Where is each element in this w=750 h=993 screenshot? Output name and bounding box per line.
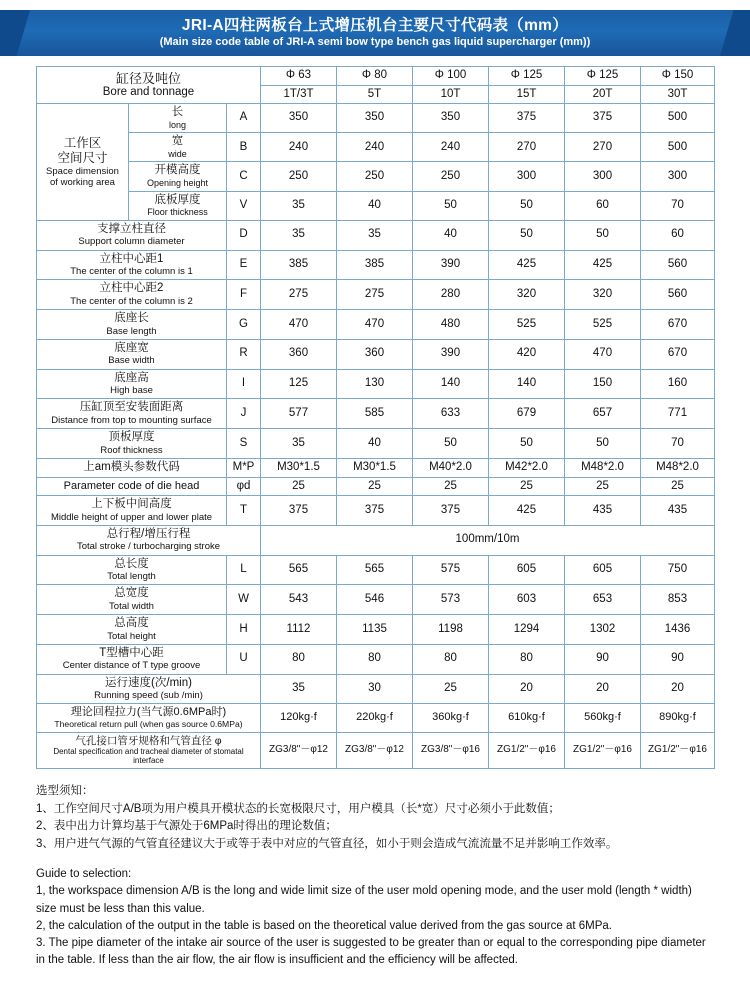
row-label-cn-7: 底座长 [114,312,149,325]
row-label-10 [37,399,227,429]
row-label-cn-5: 立柱中心距1 [99,252,164,265]
cell-14-4: 435 [565,496,641,526]
cell-21-5: 890kg·f [641,704,715,732]
notes-chinese [36,783,714,854]
cell-5-4: 425 [565,250,641,280]
table-row [37,429,715,459]
cell-1-5: 500 [641,133,715,162]
cell-10-0: 577 [261,399,337,429]
cell-4-4: 50 [565,220,641,250]
header-tonnage-0: 1T/3T [261,85,337,104]
row-code-9: I [227,369,261,399]
row-label-cn-11: 顶板厚度 [108,431,155,444]
row-label-cn-4: 支撑立柱直径 [97,222,166,235]
header-bore-label-en: Bore and tonnage [102,85,195,98]
cell-12-3: M42*2.0 [489,458,565,477]
row-label-13 [37,477,227,496]
cell-19-0: 80 [261,644,337,674]
table-row [37,477,715,496]
row-label-en-10: Distance from top to mounting surface [51,414,212,426]
table-row [37,458,715,477]
cell-20-1: 30 [337,674,413,704]
cell-2-1: 250 [337,162,413,191]
cell-22-0: ZG3/8"－φ12 [261,732,337,768]
cell-10-3: 679 [489,399,565,429]
row-label-en-2: Opening height [146,178,209,189]
cell-14-0: 375 [261,496,337,526]
cell-21-2: 360kg·f [413,704,489,732]
table-row [37,496,715,526]
cell-11-4: 50 [565,429,641,459]
cell-4-1: 35 [337,220,413,250]
header-bore-5: Φ 150 [641,67,715,86]
table-row-header-bore [37,67,715,86]
cell-20-3: 20 [489,674,565,704]
cell-10-4: 657 [565,399,641,429]
cell-9-5: 160 [641,369,715,399]
row-label-cn-20: 运行速度(次/min) [105,676,192,689]
cell-0-5: 500 [641,104,715,133]
notes-en-item-2: 2, the calculation of the output in the table is based on the theoretical value derived from the gas source at 6MPa. [36,919,612,932]
row-label-en-15: Total stroke / turbocharging stroke [76,541,221,553]
group-working-area-en1: Space dimension [46,165,119,177]
row-label-en-22: Dental specification and tracheal diameter of stomatal interface [53,746,244,766]
row-label-en-9: High base [110,385,153,397]
notes-cn-title: 选型须知： [36,784,94,797]
cell-8-2: 390 [413,339,489,369]
row-label-16 [37,555,227,585]
cell-18-0: 1112 [261,615,337,645]
cell-14-3: 425 [489,496,565,526]
cell-4-2: 40 [413,220,489,250]
cell-5-5: 560 [641,250,715,280]
cell-14-2: 375 [413,496,489,526]
row-label-en-13: Parameter code of die head [63,479,200,492]
header-bore-2: Φ 100 [413,67,489,86]
table-row [37,162,715,191]
cell-11-1: 40 [337,429,413,459]
row-label-cn-8: 底座宽 [114,341,149,354]
cell-3-1: 40 [337,191,413,220]
cell-21-4: 560kg·f [565,704,641,732]
cell-18-3: 1294 [489,615,565,645]
cell-6-4: 320 [565,280,641,310]
cell-3-4: 60 [565,191,641,220]
cell-0-3: 375 [489,104,565,133]
cell-0-1: 350 [337,104,413,133]
notes-english [36,866,714,970]
cell-1-2: 240 [413,133,489,162]
row-label-en-7: Base length [106,325,157,337]
row-code-13: φd [227,477,261,496]
cell-6-3: 320 [489,280,565,310]
cell-8-3: 420 [489,339,565,369]
cell-7-1: 470 [337,310,413,340]
row-label-7 [37,310,227,340]
cell-12-1: M30*1.5 [337,458,413,477]
header-tonnage-1: 5T [337,85,413,104]
row-label-1 [129,133,227,162]
header-bore-label [37,67,261,104]
cell-18-1: 1135 [337,615,413,645]
cell-8-1: 360 [337,339,413,369]
cell-22-2: ZG3/8"－φ16 [413,732,489,768]
cell-6-5: 560 [641,280,715,310]
cell-8-0: 360 [261,339,337,369]
row-label-cn-22: 气孔接口管牙规格和气管直径 φ [75,734,222,747]
cell-5-0: 385 [261,250,337,280]
row-label-en-8: Base width [108,355,155,367]
row-label-cn-1: 宽 [171,135,184,148]
row-code-6: F [227,280,261,310]
cell-6-0: 275 [261,280,337,310]
cell-19-5: 90 [641,644,715,674]
cell-15-span: 100mm/10m [261,525,715,555]
cell-3-2: 50 [413,191,489,220]
table-row [37,133,715,162]
cell-17-3: 603 [489,585,565,615]
row-code-19: U [227,644,261,674]
header-bore-0: Φ 63 [261,67,337,86]
table-row [37,555,715,585]
row-code-11: S [227,429,261,459]
notes-en-item-1: 1, the workspace dimension A/B is the long and wide limit size of the user mold opening mode, and the user mold (length * width) size must be less than this value. [36,885,692,915]
notes-en-item-3: 3. The pipe diameter of the intake air source of the user is suggested to be greater than or equal to the corresponding pipe diameter in the table. If less than the air flow, the air flow is insufficient and the efficiency will be affected. [36,937,706,967]
cell-20-4: 20 [565,674,641,704]
cell-16-2: 575 [413,555,489,585]
cell-8-4: 470 [565,339,641,369]
row-label-9 [37,369,227,399]
row-code-8: R [227,339,261,369]
cell-9-0: 125 [261,369,337,399]
row-label-12 [37,458,227,477]
cell-19-1: 80 [337,644,413,674]
cell-0-4: 375 [565,104,641,133]
document-page [0,10,750,993]
notes-en-title: Guide to selection: [36,868,132,881]
table-row [37,310,715,340]
row-label-cn-3: 底板厚度 [154,193,201,206]
group-working-area-cn1: 工作区 [63,136,102,151]
cell-17-0: 543 [261,585,337,615]
cell-21-3: 610kg·f [489,704,565,732]
cell-17-2: 573 [413,585,489,615]
cell-3-5: 70 [641,191,715,220]
row-label-22 [37,732,261,768]
cell-21-0: 120kg·f [261,704,337,732]
cell-7-3: 525 [489,310,565,340]
row-code-1: B [227,133,261,162]
row-label-en-20: Running speed (sub /min) [94,690,203,702]
cell-13-4: 25 [565,477,641,496]
cell-9-1: 130 [337,369,413,399]
cell-7-0: 470 [261,310,337,340]
cell-10-5: 771 [641,399,715,429]
row-code-14: T [227,496,261,526]
cell-16-1: 565 [337,555,413,585]
row-label-5 [37,250,227,280]
header-tonnage-4: 20T [565,85,641,104]
cell-4-3: 50 [489,220,565,250]
cell-0-2: 350 [413,104,489,133]
cell-2-3: 300 [489,162,565,191]
table-row [37,525,715,555]
cell-18-4: 1302 [565,615,641,645]
row-label-21 [37,704,261,732]
table-row [37,369,715,399]
cell-7-5: 670 [641,310,715,340]
group-working-area-en2: of working area [50,176,115,188]
header-bore-3: Φ 125 [489,67,565,86]
row-label-8 [37,339,227,369]
cell-17-1: 546 [337,585,413,615]
cell-19-2: 80 [413,644,489,674]
cell-9-4: 150 [565,369,641,399]
table-row [37,674,715,704]
cell-2-0: 250 [261,162,337,191]
cell-10-1: 585 [337,399,413,429]
table-row [37,280,715,310]
cell-17-4: 653 [565,585,641,615]
header-tonnage-3: 15T [489,85,565,104]
row-label-18 [37,615,227,645]
row-label-en-11: Roof thickness [100,444,163,456]
row-code-7: G [227,310,261,340]
cell-1-4: 270 [565,133,641,162]
row-label-17 [37,585,227,615]
row-label-cn-16: 总长度 [114,557,149,570]
cell-4-5: 60 [641,220,715,250]
row-label-4 [37,220,227,250]
cell-7-2: 480 [413,310,489,340]
row-label-11 [37,429,227,459]
cell-1-0: 240 [261,133,337,162]
table-row [37,220,715,250]
cell-13-1: 25 [337,477,413,496]
cell-20-0: 35 [261,674,337,704]
row-label-en-4: Support column diameter [78,236,185,248]
table-row [37,339,715,369]
cell-11-5: 70 [641,429,715,459]
cell-18-5: 1436 [641,615,715,645]
cell-5-3: 425 [489,250,565,280]
cell-11-2: 50 [413,429,489,459]
row-label-en-14: Middle height of upper and lower plate [50,511,213,523]
cell-9-2: 140 [413,369,489,399]
cell-16-4: 605 [565,555,641,585]
row-label-cn-15: 总行程/增压行程 [106,527,191,540]
cell-4-0: 35 [261,220,337,250]
row-label-cn-18: 总高度 [114,617,149,630]
cell-16-3: 605 [489,555,565,585]
cell-13-0: 25 [261,477,337,496]
cell-6-1: 275 [337,280,413,310]
cell-14-5: 435 [641,496,715,526]
cell-21-1: 220kg·f [337,704,413,732]
row-code-5: E [227,250,261,280]
cell-7-4: 525 [565,310,641,340]
cell-2-5: 300 [641,162,715,191]
row-label-3 [129,191,227,220]
row-code-4: D [227,220,261,250]
row-label-15 [37,525,261,555]
table-row [37,399,715,429]
table-row [37,644,715,674]
header-bore-label-cn: 缸径及吨位 [115,70,181,86]
row-label-cn-21: 理论回程拉力(当气源0.6MPa时) [70,706,227,719]
table-row [37,191,715,220]
spec-table [36,66,715,769]
row-label-cn-17: 总宽度 [114,587,149,600]
row-label-19 [37,644,227,674]
cell-12-4: M48*2.0 [565,458,641,477]
cell-20-2: 25 [413,674,489,704]
cell-9-3: 140 [489,369,565,399]
cell-17-5: 853 [641,585,715,615]
row-label-en-17: Total width [109,600,154,612]
row-label-en-5: The center of the column is 1 [70,266,193,278]
notes-cn-item-3: 3、用户进气气源的气管直径建议大于或等于表中对应的气管直径，如小于则会造成气流流量不足并影响工作效率。 [36,838,618,851]
cell-10-2: 633 [413,399,489,429]
cell-5-2: 390 [413,250,489,280]
cell-5-1: 385 [337,250,413,280]
header-tonnage-2: 10T [413,85,489,104]
cell-13-2: 25 [413,477,489,496]
row-code-16: L [227,555,261,585]
row-code-12: M*P [227,458,261,477]
cell-1-1: 240 [337,133,413,162]
row-label-cn-2: 开模高度 [154,164,201,177]
cell-18-2: 1198 [413,615,489,645]
table-row [37,732,715,768]
cell-12-0: M30*1.5 [261,458,337,477]
table-row [37,104,715,133]
cell-11-0: 35 [261,429,337,459]
cell-11-3: 50 [489,429,565,459]
cell-22-5: ZG1/2"－φ16 [641,732,715,768]
row-label-en-18: Total height [107,630,156,642]
row-label-6 [37,280,227,310]
group-working-area-cn2: 空间尺寸 [57,150,108,165]
banner-title-en: (Main size code table of JRI-A semi bow type bench gas liquid supercharger (mm)) [159,35,591,48]
cell-13-3: 25 [489,477,565,496]
cell-22-4: ZG1/2"－φ16 [565,732,641,768]
row-code-2: C [227,162,261,191]
row-label-cn-19: T型槽中心距 [99,646,164,659]
row-label-en-3: Floor thickness [147,207,208,218]
row-label-cn-12: 上am模头参数代码 [83,460,180,473]
row-code-18: H [227,615,261,645]
table-row [37,250,715,280]
row-label-14 [37,496,227,526]
notes-cn-item-2: 2、表中出力计算均基于气源处于6MPa时得出的理论数值； [36,820,337,833]
header-bore-4: Φ 125 [565,67,641,86]
row-code-17: W [227,585,261,615]
row-label-cn-0: 长 [171,106,184,119]
notes-cn-item-1: 1、工作空间尺寸A/B项为用户模具开模状态的长宽极限尺寸，用户模具（长*宽）尺寸必须小于此数值； [36,802,560,815]
header-tonnage-5: 30T [641,85,715,104]
cell-16-5: 750 [641,555,715,585]
cell-20-5: 20 [641,674,715,704]
cell-16-0: 565 [261,555,337,585]
row-label-en-6: The center of the column is 2 [70,295,193,307]
cell-13-5: 25 [641,477,715,496]
table-row [37,704,715,732]
cell-3-0: 35 [261,191,337,220]
row-label-20 [37,674,261,704]
cell-6-2: 280 [413,280,489,310]
cell-19-4: 90 [565,644,641,674]
header-bore-1: Φ 80 [337,67,413,86]
cell-12-2: M40*2.0 [413,458,489,477]
row-label-en-21: Theoretical return pull (when gas source 0.6MPa) [54,719,243,730]
group-working-area [37,104,129,221]
cell-2-4: 300 [565,162,641,191]
row-label-cn-9: 底座高 [114,371,149,384]
page-banner [0,10,750,56]
cell-8-5: 670 [641,339,715,369]
banner-title-cn: JRI-A四柱两板台上式增压机台主要尺寸代码表（mm） [181,16,569,34]
row-label-en-1: wide [168,148,187,159]
cell-3-3: 50 [489,191,565,220]
row-label-en-19: Center distance of T type groove [62,660,201,672]
row-label-2 [129,162,227,191]
row-code-10: J [227,399,261,429]
row-code-0: A [227,104,261,133]
cell-19-3: 80 [489,644,565,674]
cell-22-3: ZG1/2"－φ16 [489,732,565,768]
cell-22-1: ZG3/8"－φ12 [337,732,413,768]
cell-12-5: M48*2.0 [641,458,715,477]
row-label-cn-6: 立柱中心距2 [99,282,164,295]
cell-2-2: 250 [413,162,489,191]
row-label-cn-10: 压缸顶至安装面距离 [79,401,184,414]
row-label-cn-14: 上下板中间高度 [91,498,172,511]
row-code-3: V [227,191,261,220]
row-label-en-16: Total length [107,571,156,583]
table-row [37,585,715,615]
row-label-0 [129,104,227,133]
table-row [37,615,715,645]
cell-0-0: 350 [261,104,337,133]
cell-14-1: 375 [337,496,413,526]
cell-1-3: 270 [489,133,565,162]
row-label-en-0: long [168,119,186,130]
